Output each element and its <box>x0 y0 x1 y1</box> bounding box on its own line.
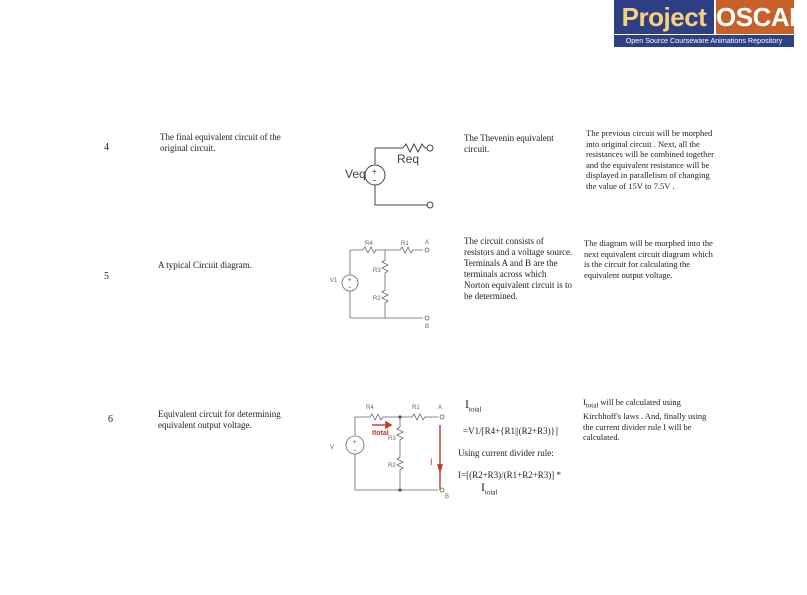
logo-word-project: Project <box>614 0 714 34</box>
r3-resistor-symbol <box>397 417 403 453</box>
terminal-a-label: A <box>438 405 443 411</box>
i-label: I <box>430 457 433 467</box>
r2-resistor-symbol <box>397 453 403 490</box>
terminal-b-label: B <box>425 324 430 330</box>
row-4-note: The previous circuit will be morphed into original circuit . Next, all the resistances will be combined together and the equivalent resistance will be displayed in parallelism of changing the value of 15V to 7.5V . <box>586 128 714 191</box>
r2-label: R2 <box>373 296 381 302</box>
row-number-6: 6 <box>108 414 113 425</box>
itotal-expression: =V1/[R4+{R1||(R2+R3)}] <box>463 426 558 436</box>
row-5-caption: The circuit consists of resistors and a voltage source. Terminals A and B are the terminals across which Norton equivalent circuit is to be determined. <box>464 236 573 301</box>
terminal-a-label: A <box>425 240 430 246</box>
itotal-label: Itotal <box>372 430 389 437</box>
veq-label: Veq <box>345 167 366 181</box>
r2-label: R2 <box>388 463 396 469</box>
thevenin-circuit-diagram <box>325 120 445 220</box>
terminal-a-node <box>440 415 444 419</box>
logo-word-oscar: OSCAR <box>716 2 807 32</box>
row-number-4: 4 <box>104 142 109 153</box>
svg-text:+: + <box>348 278 352 284</box>
r4-resistor-symbol <box>355 414 400 420</box>
typical-circuit-diagram <box>325 230 445 345</box>
terminal-a-node <box>427 145 433 151</box>
r1-resistor-symbol <box>385 247 423 253</box>
output-voltage-circuit-diagram <box>320 395 455 500</box>
row-6-description: Equivalent circuit for determining equivalent output voltage. <box>158 409 281 430</box>
terminal-b-node <box>425 316 429 320</box>
terminal-a-node <box>425 248 429 252</box>
r1-label: R1 <box>401 241 409 247</box>
terminal-b-label: B <box>445 494 450 500</box>
current-divider-rule-label: Using current divider rule: <box>458 448 554 458</box>
r4-label: R4 <box>366 405 374 411</box>
svg-text:−: − <box>372 176 377 185</box>
req-resistor-symbol <box>403 144 425 152</box>
svg-text:−: − <box>353 448 357 454</box>
req-label: Req <box>397 152 420 166</box>
svg-text:+: + <box>353 440 357 446</box>
r3-label: R3 <box>388 436 396 442</box>
r4-resistor-symbol <box>350 247 385 253</box>
itotal-symbol: $I_{total}$ <box>465 397 482 414</box>
r1-resistor-symbol <box>400 414 438 420</box>
row-6-note: $I_{total}$ will be calculated using Kirchhoff's laws . And, finally using the current divider rule I will be calculated. <box>583 397 707 443</box>
svg-text:+: + <box>372 167 377 176</box>
terminal-b-node <box>427 202 433 208</box>
svg-text:−: − <box>348 285 352 291</box>
project-oscar-logo <box>612 0 807 48</box>
row-number-5: 5 <box>104 271 109 282</box>
row-4-description: The final equivalent circuit of the original circuit. <box>160 132 281 153</box>
i-expression: I=[(R2+R3)/(R1+R2+R3)] * <box>458 470 562 480</box>
r3-label: R3 <box>373 268 381 274</box>
row-4-caption: The Thevenin equivalent circuit. <box>464 133 554 154</box>
logo-subtitle: Open Source Courseware Animations Repository <box>614 35 794 47</box>
r3-resistor-symbol <box>382 250 388 285</box>
row-5-description: A typical Circuit diagram. <box>158 260 252 270</box>
r2-resistor-symbol <box>382 285 388 318</box>
r1-label: R1 <box>412 405 420 411</box>
v-label: V <box>330 445 335 451</box>
v1-label: V1 <box>330 278 338 284</box>
row-5-note: The diagram will be morphed into the next equivalent circuit diagram which is the circuit for calculating the equivalent output voltage. <box>584 238 713 280</box>
itotal-symbol-2: $I_{total}$ <box>481 480 498 497</box>
r4-label: R4 <box>365 241 373 247</box>
